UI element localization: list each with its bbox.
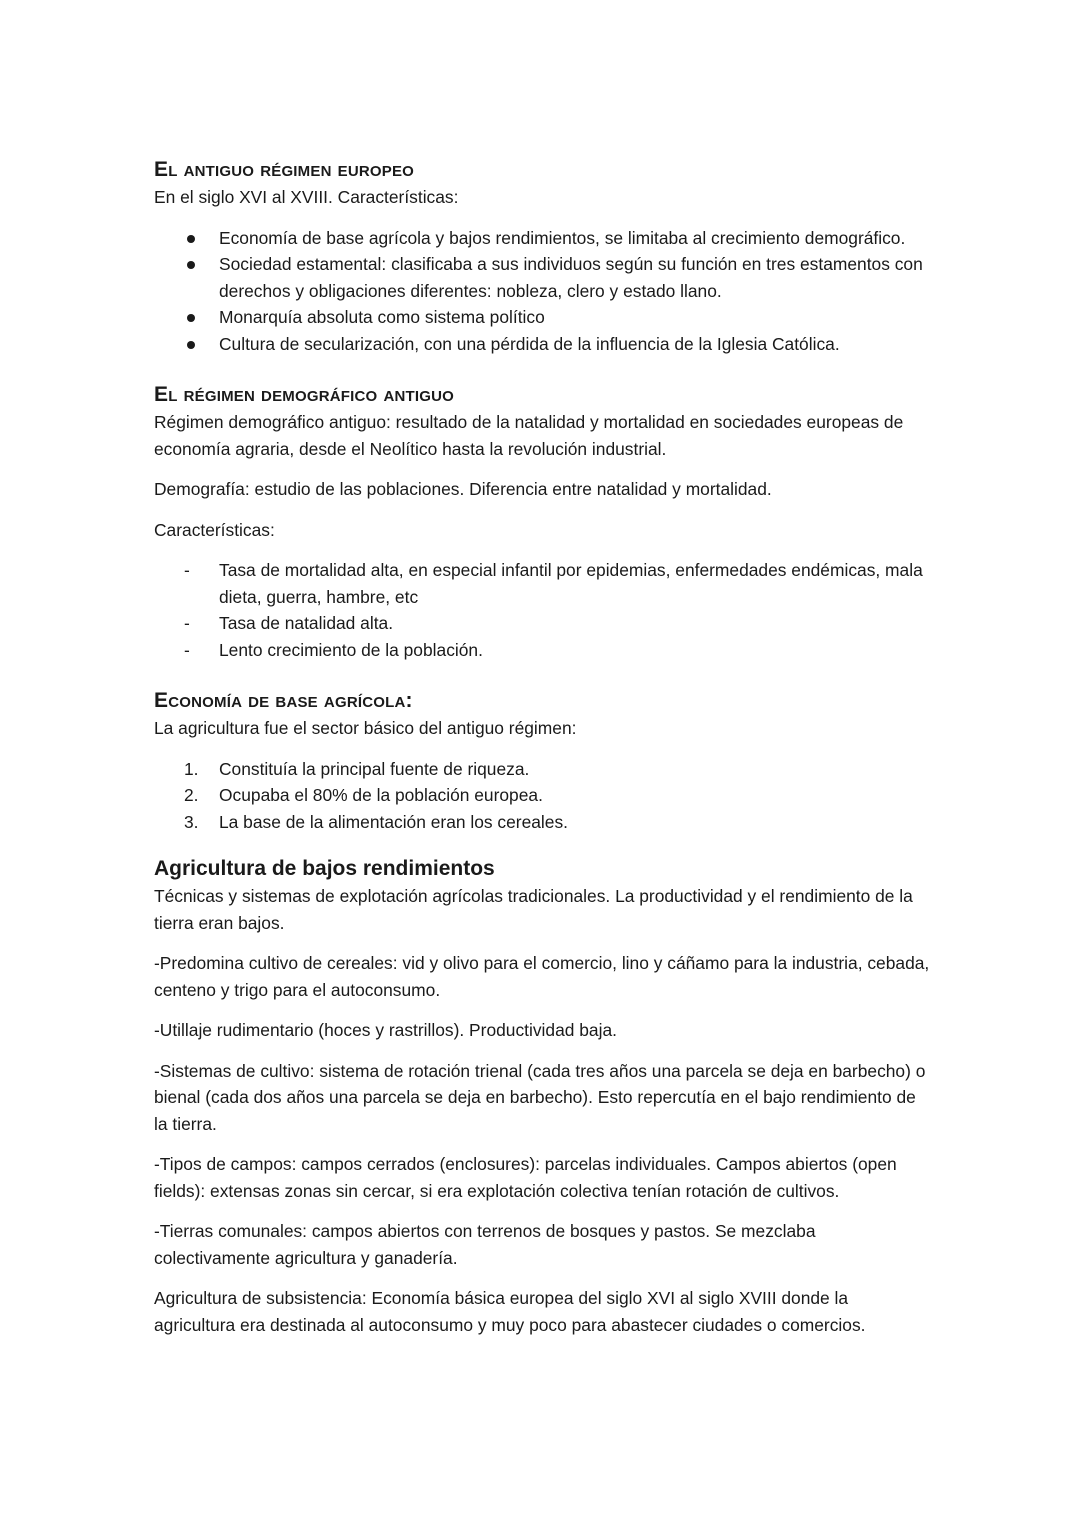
section-intro: En el siglo XVI al XVIII. Características: xyxy=(154,187,459,207)
paragraph: Agricultura de subsistencia: Economía básica europea del siglo XVI al siglo XVIII donde la agricultura era destinada al autoconsumo y muy poco para abastecer ciudades o comercios. xyxy=(154,1288,866,1335)
bullet-list xyxy=(154,225,934,358)
paragraph: Técnicas y sistemas de explotación agrícolas tradicionales. La productividad y el rendimiento de la tierra eran bajos. xyxy=(154,886,913,933)
list-item: - Lento crecimiento de la población. xyxy=(184,639,483,660)
section-title-economia-agricola: Economía de base agrícola: xyxy=(154,689,413,712)
document-page xyxy=(154,156,934,1338)
paragraph: Régimen demográfico antiguo: resultado de la natalidad y mortalidad en sociedades europeas de economía agraria, desde el Neolítico hasta la revolución industrial. xyxy=(154,412,904,459)
paragraph: -Tierras comunales: campos abiertos con terrenos de bosques y pastos. Se mezclaba colectivamente agricultura y ganadería. xyxy=(154,1221,816,1268)
paragraph: Demografía: estudio de las poblaciones. Diferencia entre natalidad y mortalidad. xyxy=(154,479,772,499)
list-item: Cultura de secularización, con una pérdida de la influencia de la Iglesia Católica. xyxy=(154,331,934,358)
paragraph: Características: xyxy=(154,519,275,540)
paragraph: -Predomina cultivo de cereales: vid y olivo para el comercio, lino y cáñamo para la industria, cebada, centeno y trigo para el autoconsumo. xyxy=(154,953,930,1000)
list-item: - Tasa de mortalidad alta, en especial infantil por epidemias, enfermedades endémicas, mala dieta, guerra, hambre, etc xyxy=(184,560,923,607)
list-item: Monarquía absoluta como sistema político xyxy=(154,304,934,331)
list-item: 1. Constituía la principal fuente de riqueza. xyxy=(184,758,530,779)
bullet-icon xyxy=(187,341,195,349)
numbered-list xyxy=(154,756,934,836)
bullet-icon xyxy=(187,314,195,322)
section-title-regimen-demografico: El régimen demográfico antiguo xyxy=(154,383,455,406)
paragraph: -Sistemas de cultivo: sistema de rotación trienal (cada tres años una parcela se deja en barbecho) o bienal (cada dos años una parcela se deja en barbecho). Esto repercutía en el bajo rendimiento de la tierra. xyxy=(154,1060,926,1134)
list-item: Economía de base agrícola y bajos rendimientos, se limitaba al crecimiento demográfico. xyxy=(154,225,934,252)
section-title-antiguo-regimen: El antiguo régimen europeo xyxy=(154,158,415,181)
section-intro: La agricultura fue el sector básico del antiguo régimen: xyxy=(154,718,577,738)
list-item: 3. La base de la alimentación eran los cereales. xyxy=(184,811,568,832)
paragraph: -Tipos de campos: campos cerrados (enclosures): parcelas individuales. Campos abiertos (open fields): extensas zonas sin cercar, si era explotación colectiva tenían rotación de cultivos. xyxy=(154,1154,897,1201)
list-item: Sociedad estamental: clasificaba a sus individuos según su función en tres estamentos con derechos y obligaciones diferentes: nobleza, clero y estado llano. xyxy=(154,251,934,304)
bullet-icon xyxy=(187,235,195,243)
list-item: - Tasa de natalidad alta. xyxy=(184,613,394,633)
section-title-bajos-rendimientos: Agricultura de bajos rendimientos xyxy=(154,857,495,880)
dash-list xyxy=(154,557,934,663)
bullet-icon xyxy=(187,261,195,269)
list-item: 2. Ocupaba el 80% de la población europea. xyxy=(184,785,543,805)
paragraph: -Utillaje rudimentario (hoces y rastrillos). Productividad baja. xyxy=(154,1020,617,1040)
